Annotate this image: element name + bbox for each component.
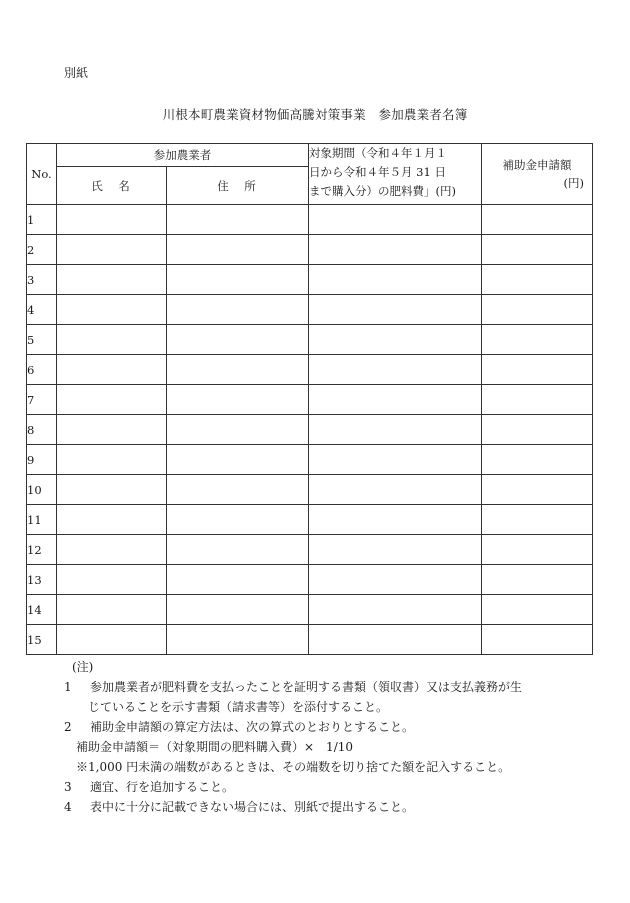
row-number-cell: 9 bbox=[27, 445, 57, 475]
address-cell[interactable] bbox=[167, 295, 309, 325]
note-number: 4 bbox=[64, 800, 72, 814]
address-cell[interactable] bbox=[167, 565, 309, 595]
subsidy-amount-cell[interactable] bbox=[482, 595, 593, 625]
note-number: 3 bbox=[64, 780, 72, 794]
fertilizer-cost-line: 対象期間（令和４年１月１ bbox=[309, 146, 447, 160]
row-number-cell: 13 bbox=[27, 565, 57, 595]
column-header-participants: 参加農業者 bbox=[57, 144, 309, 167]
fertilizer-cost-cell[interactable] bbox=[309, 355, 482, 385]
address-cell[interactable] bbox=[167, 325, 309, 355]
row-number-cell: 8 bbox=[27, 415, 57, 445]
document-title: 川根本町農業資材物価高騰対策事業 参加農業者名簿 bbox=[162, 107, 468, 122]
subsidy-amount-unit: (円) bbox=[563, 176, 584, 190]
note-text: 表中に十分に記載できない場合には、別紙で提出すること。 bbox=[90, 800, 415, 814]
address-cell[interactable] bbox=[167, 505, 309, 535]
subsidy-amount-cell[interactable] bbox=[482, 235, 593, 265]
table-row bbox=[27, 415, 593, 445]
fertilizer-cost-cell[interactable] bbox=[309, 625, 482, 655]
note-item-2 bbox=[52, 717, 522, 737]
subsidy-formula: 補助金申請額＝（対象期間の肥料購入費）× 1/10 bbox=[76, 740, 354, 754]
fertilizer-cost-cell[interactable] bbox=[309, 415, 482, 445]
table-row bbox=[27, 625, 593, 655]
fertilizer-cost-cell[interactable] bbox=[309, 205, 482, 235]
subsidy-amount-cell[interactable] bbox=[482, 565, 593, 595]
address-cell[interactable] bbox=[167, 595, 309, 625]
notes-section bbox=[52, 657, 522, 817]
row-number-cell: 15 bbox=[27, 625, 57, 655]
table-row bbox=[27, 235, 593, 265]
notes-heading: (注) bbox=[72, 660, 94, 674]
note-text: 適宜、行を追加すること。 bbox=[90, 780, 235, 794]
row-number-cell: 4 bbox=[27, 295, 57, 325]
fertilizer-cost-cell[interactable] bbox=[309, 325, 482, 355]
fertilizer-cost-cell[interactable] bbox=[309, 445, 482, 475]
address-cell[interactable] bbox=[167, 625, 309, 655]
row-number-cell: 5 bbox=[27, 325, 57, 355]
fertilizer-cost-cell[interactable] bbox=[309, 475, 482, 505]
note-text-continued: じていることを示す書類（請求書等）を添付すること。 bbox=[88, 700, 389, 714]
fertilizer-cost-cell[interactable] bbox=[309, 235, 482, 265]
fertilizer-cost-cell[interactable] bbox=[309, 295, 482, 325]
name-cell[interactable] bbox=[57, 355, 167, 385]
name-cell[interactable] bbox=[57, 415, 167, 445]
address-cell[interactable] bbox=[167, 415, 309, 445]
table-row bbox=[27, 205, 593, 235]
name-cell[interactable] bbox=[57, 265, 167, 295]
name-cell[interactable] bbox=[57, 505, 167, 535]
table-row bbox=[27, 325, 593, 355]
column-header-fertilizer-cost bbox=[309, 144, 482, 205]
name-cell[interactable] bbox=[57, 295, 167, 325]
table-row bbox=[27, 355, 593, 385]
name-cell[interactable] bbox=[57, 625, 167, 655]
row-number-cell: 14 bbox=[27, 595, 57, 625]
note-item-1 bbox=[52, 677, 522, 697]
address-cell[interactable] bbox=[167, 475, 309, 505]
address-cell[interactable] bbox=[167, 205, 309, 235]
address-cell[interactable] bbox=[167, 355, 309, 385]
table-row bbox=[27, 295, 593, 325]
name-cell[interactable] bbox=[57, 535, 167, 565]
subsidy-amount-cell[interactable] bbox=[482, 535, 593, 565]
row-number-cell: 1 bbox=[27, 205, 57, 235]
column-header-name: 氏 名 bbox=[57, 167, 167, 205]
subsidy-amount-title: 補助金申請額 bbox=[502, 158, 572, 172]
name-cell[interactable] bbox=[57, 325, 167, 355]
subsidy-amount-cell[interactable] bbox=[482, 625, 593, 655]
name-cell[interactable] bbox=[57, 475, 167, 505]
table-row bbox=[27, 445, 593, 475]
participant-roster-table bbox=[26, 143, 593, 655]
address-cell[interactable] bbox=[167, 535, 309, 565]
address-cell[interactable] bbox=[167, 385, 309, 415]
table-row bbox=[27, 475, 593, 505]
subsidy-amount-cell[interactable] bbox=[482, 205, 593, 235]
note-number: 1 bbox=[64, 680, 72, 694]
row-number-cell: 6 bbox=[27, 355, 57, 385]
subsidy-amount-cell[interactable] bbox=[482, 475, 593, 505]
fertilizer-cost-line: 日から令和４年５月 31 日 bbox=[309, 165, 446, 179]
row-number-cell: 12 bbox=[27, 535, 57, 565]
name-cell[interactable] bbox=[57, 235, 167, 265]
subsidy-amount-cell[interactable] bbox=[482, 295, 593, 325]
name-cell[interactable] bbox=[57, 565, 167, 595]
subsidy-amount-cell[interactable] bbox=[482, 505, 593, 535]
name-cell[interactable] bbox=[57, 445, 167, 475]
subsidy-amount-cell[interactable] bbox=[482, 445, 593, 475]
fertilizer-cost-line: まで購入分）の肥料費」(円) bbox=[309, 184, 456, 198]
rounding-remark: ※1,000 円未満の端数があるときは、その端数を切り捨てた額を記入すること。 bbox=[76, 760, 511, 774]
subsidy-amount-cell[interactable] bbox=[482, 385, 593, 415]
subsidy-amount-cell[interactable] bbox=[482, 325, 593, 355]
note-text: 参加農業者が肥料費を支払ったことを証明する書類（領収書）又は支払義務が生 bbox=[90, 680, 523, 694]
fertilizer-cost-cell[interactable] bbox=[309, 565, 482, 595]
column-header-address: 住 所 bbox=[167, 167, 309, 205]
row-number-cell: 2 bbox=[27, 235, 57, 265]
table-row bbox=[27, 595, 593, 625]
fertilizer-cost-cell[interactable] bbox=[309, 505, 482, 535]
address-cell[interactable] bbox=[167, 445, 309, 475]
name-cell[interactable] bbox=[57, 205, 167, 235]
fertilizer-cost-cell[interactable] bbox=[309, 535, 482, 565]
table-row bbox=[27, 385, 593, 415]
address-cell[interactable] bbox=[167, 235, 309, 265]
name-cell[interactable] bbox=[57, 385, 167, 415]
note-item-3 bbox=[52, 777, 522, 797]
note-number: 2 bbox=[64, 720, 72, 734]
column-header-no: No. bbox=[27, 144, 57, 205]
table-row bbox=[27, 565, 593, 595]
column-header-subsidy-amount bbox=[482, 144, 593, 205]
fertilizer-cost-cell[interactable] bbox=[309, 595, 482, 625]
row-number-cell: 3 bbox=[27, 265, 57, 295]
fertilizer-cost-cell[interactable] bbox=[309, 385, 482, 415]
row-number-cell: 7 bbox=[27, 385, 57, 415]
subsidy-amount-cell[interactable] bbox=[482, 265, 593, 295]
annex-label: 別紙 bbox=[64, 66, 89, 80]
table-row bbox=[27, 505, 593, 535]
fertilizer-cost-cell[interactable] bbox=[309, 265, 482, 295]
table-row bbox=[27, 265, 593, 295]
row-number-cell: 10 bbox=[27, 475, 57, 505]
subsidy-amount-cell[interactable] bbox=[482, 415, 593, 445]
address-cell[interactable] bbox=[167, 265, 309, 295]
roster-body bbox=[27, 205, 593, 655]
note-item-4 bbox=[52, 797, 522, 817]
table-row bbox=[27, 535, 593, 565]
name-cell[interactable] bbox=[57, 595, 167, 625]
row-number-cell: 11 bbox=[27, 505, 57, 535]
note-text: 補助金申請額の算定方法は、次の算式のとおりとすること。 bbox=[90, 720, 415, 734]
subsidy-amount-cell[interactable] bbox=[482, 355, 593, 385]
